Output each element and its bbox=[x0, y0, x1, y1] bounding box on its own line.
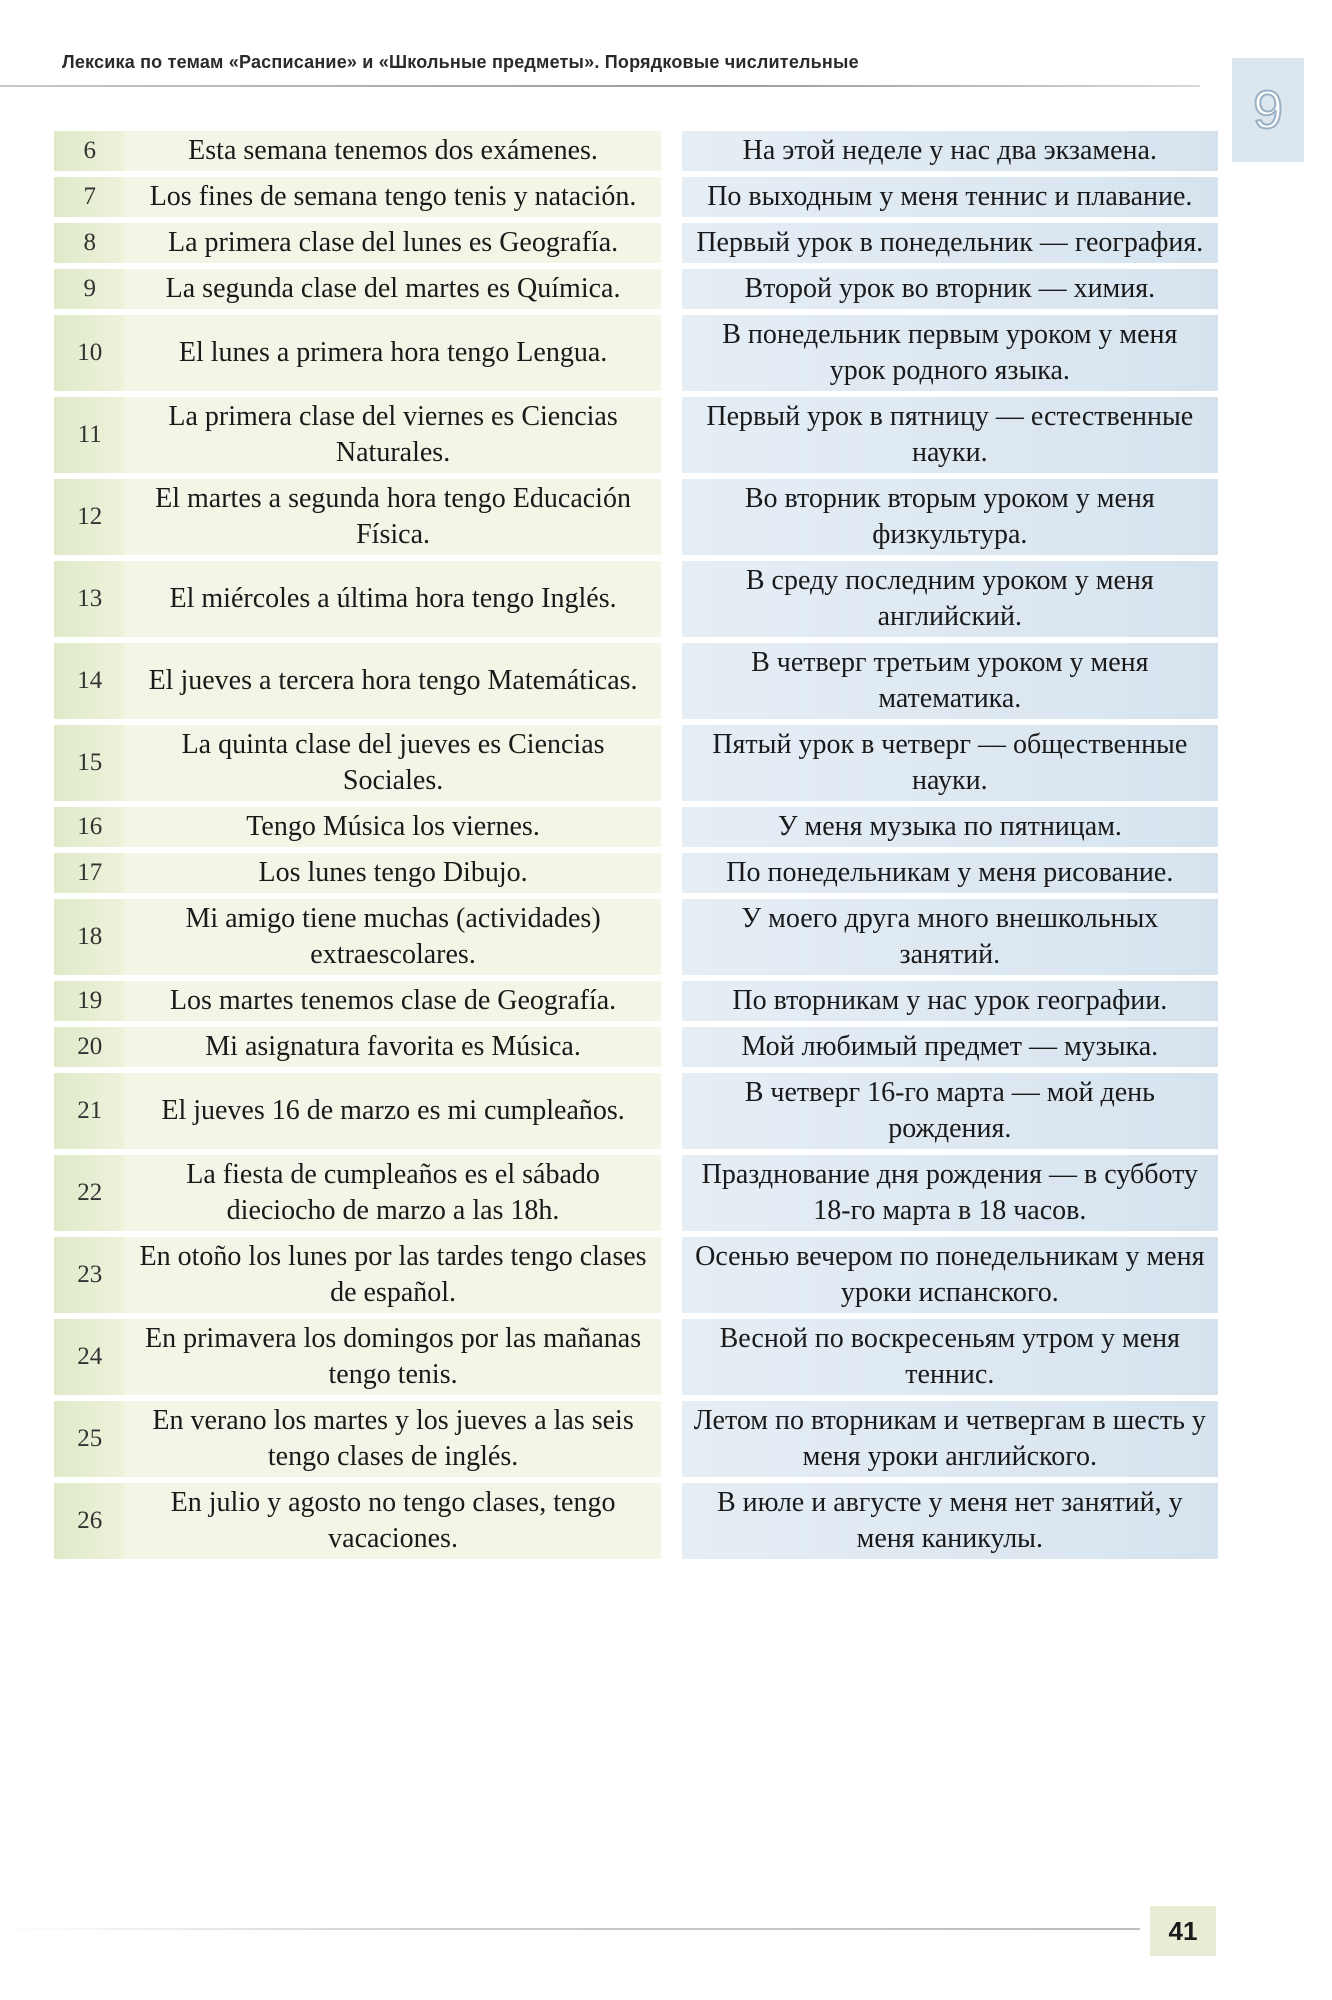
column-gap bbox=[661, 807, 682, 847]
russian-translation: У моего друга много внешкольных занятий. bbox=[682, 899, 1218, 975]
column-gap bbox=[661, 479, 682, 555]
column-gap bbox=[661, 131, 682, 171]
table-row bbox=[54, 269, 1218, 309]
russian-translation: Летом по вторникам и четвергам в шесть у меня уроки английского. bbox=[682, 1401, 1218, 1477]
row-number: 25 bbox=[54, 1401, 125, 1477]
table-row bbox=[54, 1401, 1218, 1477]
spanish-sentence: El martes a segunda hora tengo Educación Física. bbox=[125, 479, 660, 555]
chapter-number: 9 bbox=[1252, 80, 1284, 140]
spanish-sentence: En otoño los lunes por las tardes tengo clases de español. bbox=[125, 1237, 660, 1313]
column-gap bbox=[661, 223, 682, 263]
column-gap bbox=[661, 1027, 682, 1067]
row-number: 24 bbox=[54, 1319, 125, 1395]
row-number: 13 bbox=[54, 561, 125, 637]
spanish-sentence: En primavera los domingos por las mañanas tengo tenis. bbox=[125, 1319, 660, 1395]
russian-translation: По вторникам у нас урок географии. bbox=[682, 981, 1218, 1021]
spanish-sentence: Esta semana tenemos dos exámenes. bbox=[125, 131, 660, 171]
russian-translation: По понедельникам у меня рисование. bbox=[682, 853, 1218, 893]
table-row bbox=[54, 1319, 1218, 1395]
spanish-sentence: Mi amigo tiene muchas (actividades) extraescolares. bbox=[125, 899, 660, 975]
spanish-sentence: La fiesta de cumpleaños es el sábado dieciocho de marzo a las 18h. bbox=[125, 1155, 660, 1231]
column-gap bbox=[661, 643, 682, 719]
spanish-sentence: Los lunes tengo Dibujo. bbox=[125, 853, 660, 893]
column-gap bbox=[661, 315, 682, 391]
russian-translation: Второй урок во вторник — химия. bbox=[682, 269, 1218, 309]
column-gap bbox=[661, 1237, 682, 1313]
russian-translation: В среду последним уроком у меня английский. bbox=[682, 561, 1218, 637]
row-number: 6 bbox=[54, 131, 125, 171]
row-number: 21 bbox=[54, 1073, 125, 1149]
row-number: 10 bbox=[54, 315, 125, 391]
table-row bbox=[54, 1483, 1218, 1559]
table-row bbox=[54, 177, 1218, 217]
spanish-sentence: Tengo Música los viernes. bbox=[125, 807, 660, 847]
table-row bbox=[54, 643, 1218, 719]
table-row bbox=[54, 1237, 1218, 1313]
russian-translation: Во вторник вторым уроком у меня физкультура. bbox=[682, 479, 1218, 555]
russian-translation: В понедельник первым уроком у меня урок родного языка. bbox=[682, 315, 1218, 391]
row-number: 14 bbox=[54, 643, 125, 719]
table-row bbox=[54, 479, 1218, 555]
table-row bbox=[54, 131, 1218, 171]
column-gap bbox=[661, 269, 682, 309]
row-number: 9 bbox=[54, 269, 125, 309]
russian-translation: В четверг 16-го марта — мой день рождения. bbox=[682, 1073, 1218, 1149]
row-number: 7 bbox=[54, 177, 125, 217]
table-row bbox=[54, 853, 1218, 893]
spanish-sentence: El jueves 16 de marzo es mi cumpleaños. bbox=[125, 1073, 660, 1149]
page-number: 41 bbox=[1150, 1906, 1216, 1956]
row-number: 22 bbox=[54, 1155, 125, 1231]
spanish-sentence: El jueves a tercera hora tengo Matemáticas. bbox=[125, 643, 660, 719]
row-number: 23 bbox=[54, 1237, 125, 1313]
row-number: 15 bbox=[54, 725, 125, 801]
row-number: 12 bbox=[54, 479, 125, 555]
table-row bbox=[54, 397, 1218, 473]
column-gap bbox=[661, 899, 682, 975]
column-gap bbox=[661, 397, 682, 473]
spanish-sentence: La segunda clase del martes es Química. bbox=[125, 269, 660, 309]
column-gap bbox=[661, 725, 682, 801]
table-row bbox=[54, 315, 1218, 391]
column-gap bbox=[661, 1401, 682, 1477]
spanish-sentence: La quinta clase del jueves es Ciencias Sociales. bbox=[125, 725, 660, 801]
russian-translation: Мой любимый предмет — музыка. bbox=[682, 1027, 1218, 1067]
russian-translation: В июле и августе у меня нет занятий, у меня каникулы. bbox=[682, 1483, 1218, 1559]
row-number: 18 bbox=[54, 899, 125, 975]
spanish-sentence: En verano los martes y los jueves a las seis tengo clases de inglés. bbox=[125, 1401, 660, 1477]
table-row bbox=[54, 223, 1218, 263]
translation-table bbox=[54, 125, 1218, 1565]
header-divider bbox=[0, 85, 1200, 87]
row-number: 8 bbox=[54, 223, 125, 263]
column-gap bbox=[661, 1319, 682, 1395]
running-header: Лексика по темам «Расписание» и «Школьные предметы». Порядковые числительные bbox=[62, 52, 859, 72]
row-number: 20 bbox=[54, 1027, 125, 1067]
spanish-sentence: Mi asignatura favorita es Música. bbox=[125, 1027, 660, 1067]
row-number: 17 bbox=[54, 853, 125, 893]
table-row bbox=[54, 981, 1218, 1021]
russian-translation: На этой неделе у нас два экзамена. bbox=[682, 131, 1218, 171]
table-row bbox=[54, 1027, 1218, 1067]
russian-translation: Осенью вечером по понедельникам у меня уроки испанского. bbox=[682, 1237, 1218, 1313]
row-number: 11 bbox=[54, 397, 125, 473]
russian-translation: В четверг третьим уроком у меня математика. bbox=[682, 643, 1218, 719]
spanish-sentence: La primera clase del viernes es Ciencias Naturales. bbox=[125, 397, 660, 473]
column-gap bbox=[661, 981, 682, 1021]
column-gap bbox=[661, 177, 682, 217]
footer-divider bbox=[0, 1928, 1140, 1930]
row-number: 16 bbox=[54, 807, 125, 847]
russian-translation: По выходным у меня теннис и плавание. bbox=[682, 177, 1218, 217]
table-row bbox=[54, 1155, 1218, 1231]
table-row bbox=[54, 561, 1218, 637]
chapter-tab bbox=[1232, 58, 1304, 162]
table-row bbox=[54, 899, 1218, 975]
row-number: 19 bbox=[54, 981, 125, 1021]
table-row bbox=[54, 1073, 1218, 1149]
table-row bbox=[54, 807, 1218, 847]
column-gap bbox=[661, 1073, 682, 1149]
spanish-sentence: El lunes a primera hora tengo Lengua. bbox=[125, 315, 660, 391]
russian-translation: Пятый урок в четверг — общественные науки. bbox=[682, 725, 1218, 801]
spanish-sentence: La primera clase del lunes es Geografía. bbox=[125, 223, 660, 263]
spanish-sentence: En julio y agosto no tengo clases, tengo vacaciones. bbox=[125, 1483, 660, 1559]
row-number: 26 bbox=[54, 1483, 125, 1559]
column-gap bbox=[661, 1155, 682, 1231]
russian-translation: Празднование дня рождения — в субботу 18-го марта в 18 часов. bbox=[682, 1155, 1218, 1231]
column-gap bbox=[661, 1483, 682, 1559]
column-gap bbox=[661, 853, 682, 893]
russian-translation: Первый урок в пятницу — естественные науки. bbox=[682, 397, 1218, 473]
russian-translation: Весной по воскресеньям утром у меня теннис. bbox=[682, 1319, 1218, 1395]
russian-translation: У меня музыка по пятницам. bbox=[682, 807, 1218, 847]
spanish-sentence: El miércoles a última hora tengo Inglés. bbox=[125, 561, 660, 637]
spanish-sentence: Los fines de semana tengo tenis y natación. bbox=[125, 177, 660, 217]
russian-translation: Первый урок в понедельник — география. bbox=[682, 223, 1218, 263]
column-gap bbox=[661, 561, 682, 637]
spanish-sentence: Los martes tenemos clase de Geografía. bbox=[125, 981, 660, 1021]
table-row bbox=[54, 725, 1218, 801]
